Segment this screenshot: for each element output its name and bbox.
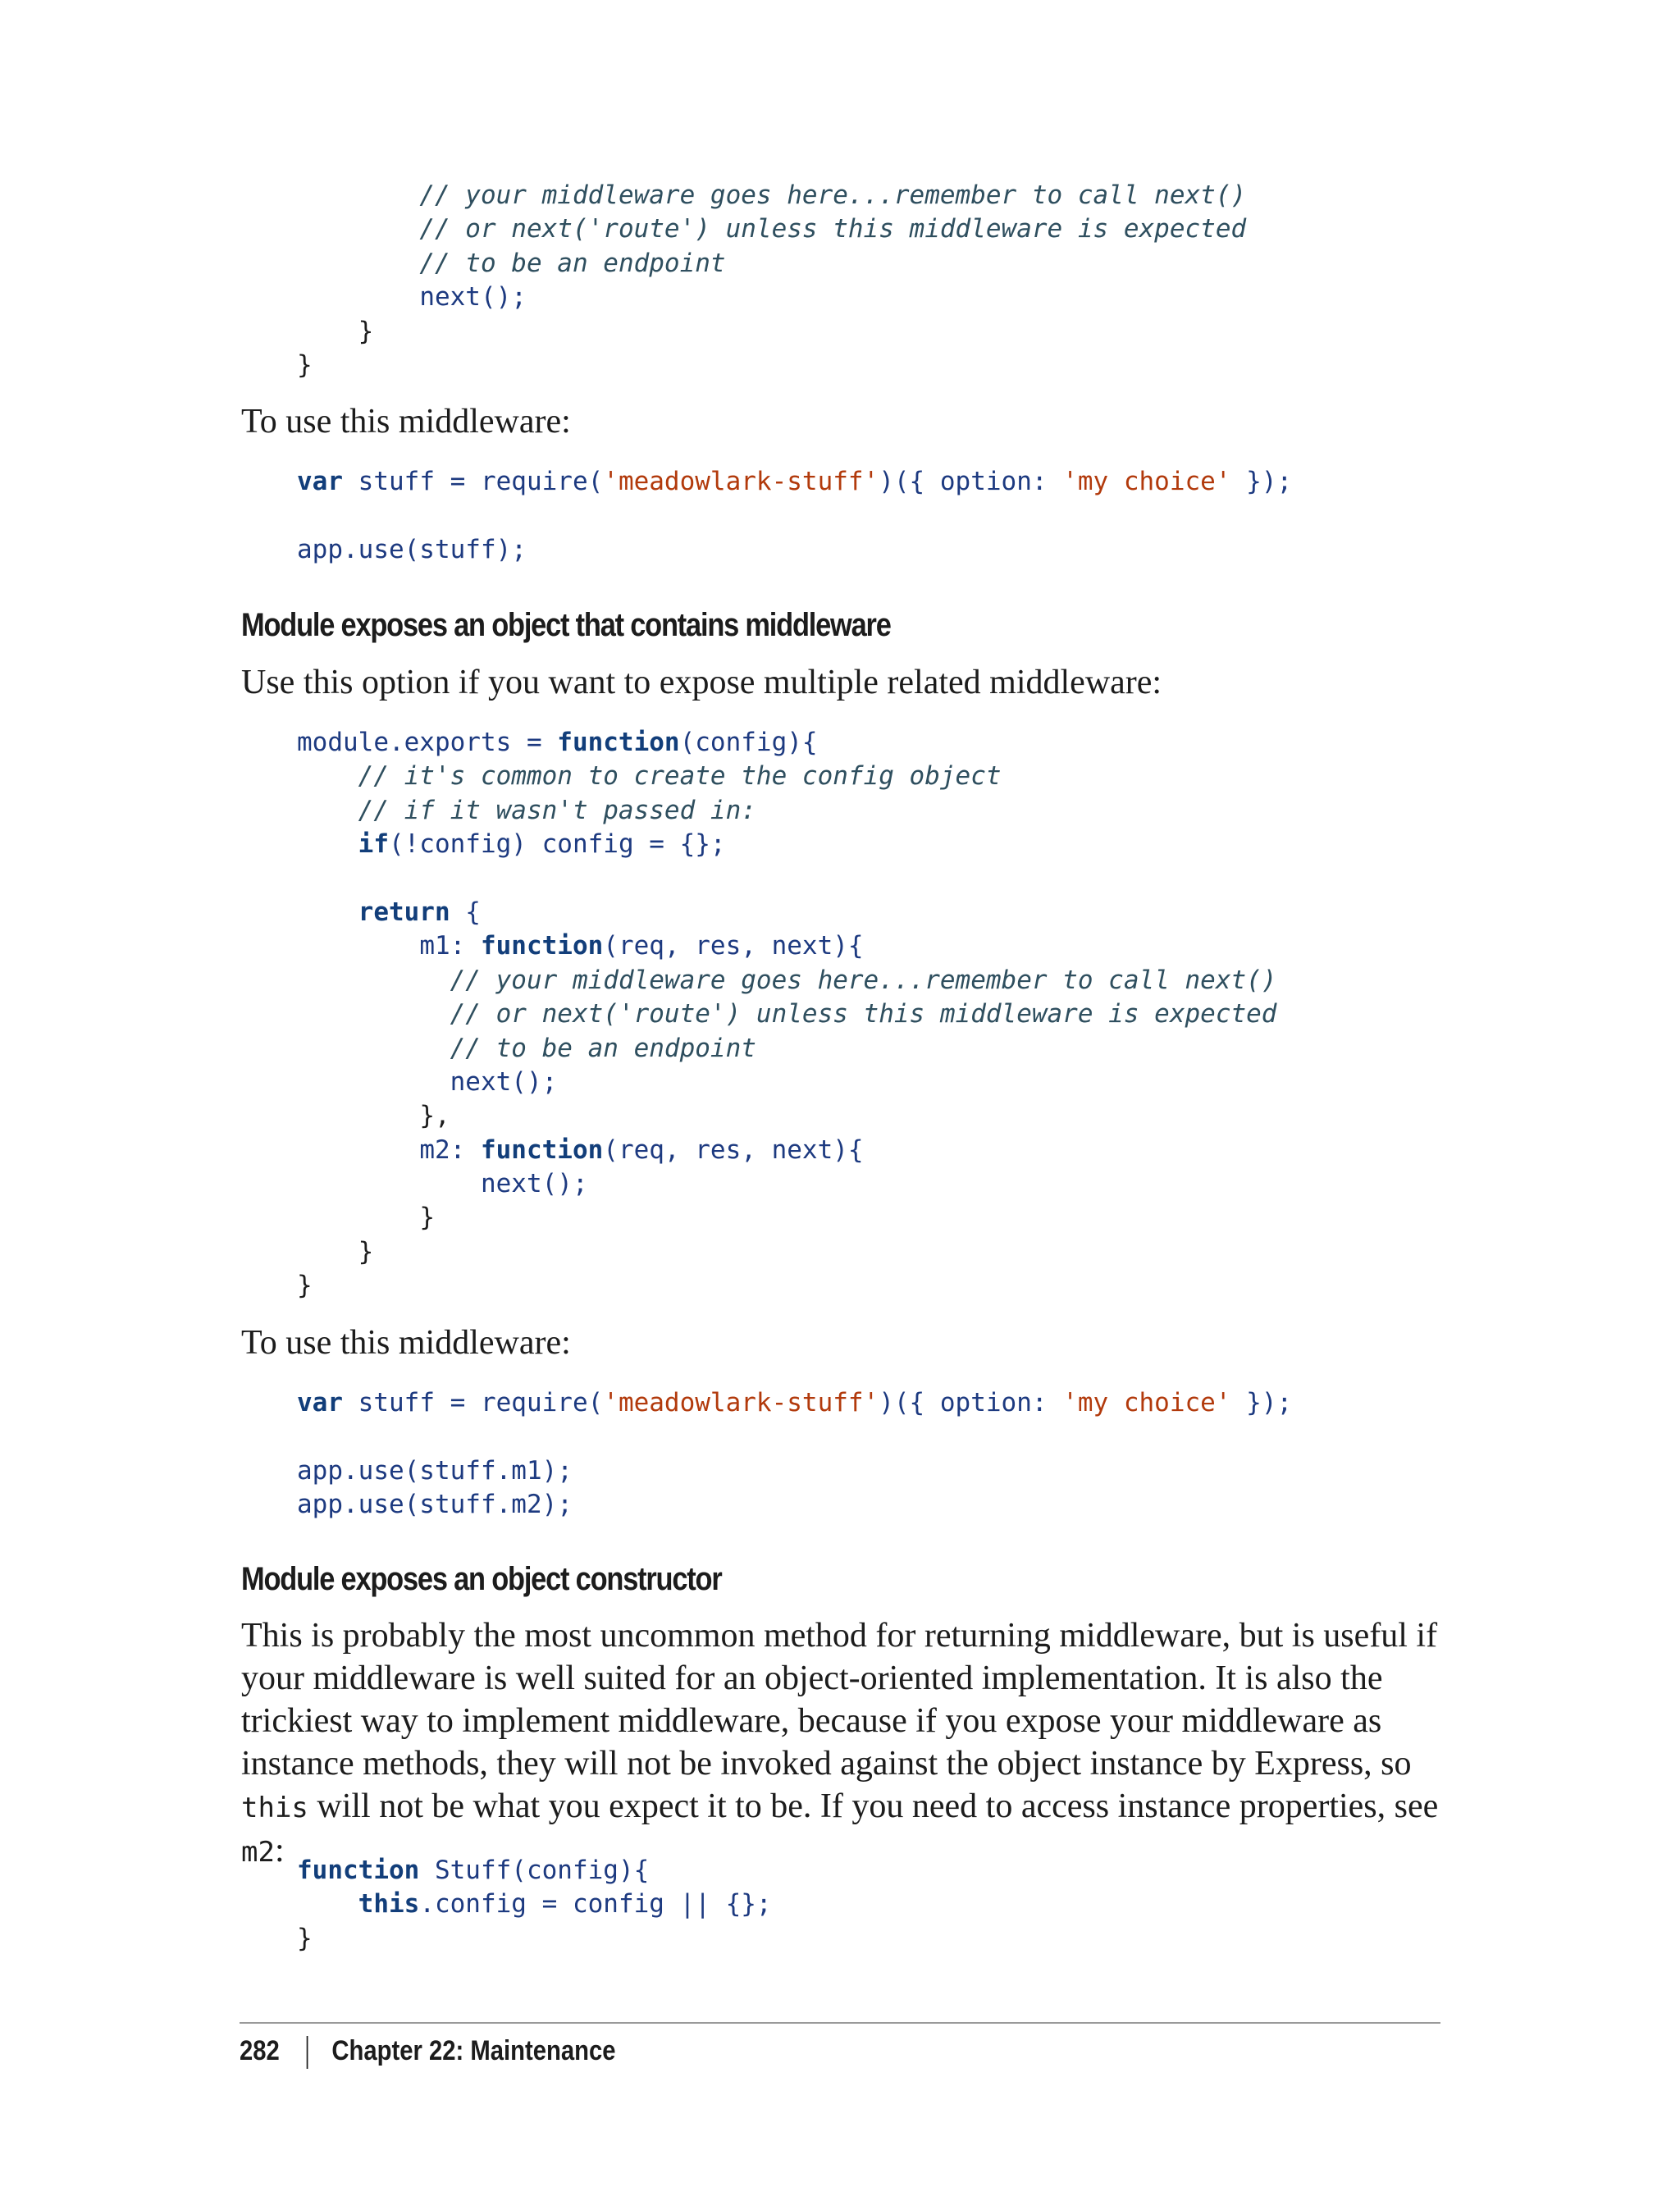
code-string: 'my choice' (1062, 1388, 1231, 1418)
footer-separator (306, 2036, 308, 2069)
code-line: } (358, 1236, 374, 1267)
code-line: } (297, 1271, 313, 1301)
code-text: stuff = require( (343, 1388, 604, 1418)
paragraph-text: : (274, 1832, 285, 1869)
code-text: m2: (419, 1134, 481, 1165)
code-comment: // it's common to create the config object (358, 761, 1002, 792)
code-string: 'meadowlark-stuff' (603, 467, 879, 496)
code-block-usage-2 (297, 1386, 1292, 1522)
code-text: )({ option: (879, 467, 1063, 496)
code-keyword: return (358, 897, 450, 927)
code-text: module.exports = (297, 728, 558, 757)
code-keyword: function (480, 1134, 604, 1165)
code-text: { (450, 897, 481, 927)
code-keyword: function (557, 728, 680, 757)
code-comment: // your middleware goes here...remember to call next() (450, 965, 1277, 995)
code-text: (req, res, next){ (603, 931, 864, 961)
code-keyword: this (358, 1889, 420, 1920)
code-text: (config){ (679, 728, 818, 757)
code-comment: // to be an endpoint (450, 1033, 756, 1063)
code-text: stuff = require( (343, 467, 604, 496)
code-keyword: var (297, 467, 343, 496)
code-line: }, (419, 1101, 450, 1131)
code-line: } (297, 349, 313, 380)
code-text: )({ option: (879, 1388, 1063, 1418)
code-comment: // or next('route') unless this middleware is expected (419, 214, 1247, 244)
footer-rule (240, 2022, 1440, 2024)
section-heading-object-constructor: Module exposes an object constructor (241, 1561, 722, 1597)
code-keyword: function (480, 931, 604, 961)
code-text: Stuff(config){ (419, 1856, 650, 1885)
code-comment: // your middleware goes here...remember to call next() (419, 180, 1247, 210)
paragraph-text: This is probably the most uncommon method for returning middleware, but is useful if your middleware is well suited for an object-oriented implementation. It is also the trickiest way to implement middleware, because if you expose your middleware as instance methods, they will not be invoked against the object instance by Express, so (241, 1617, 1438, 1783)
code-line: } (419, 1203, 435, 1233)
page-number: 282 (240, 2035, 280, 2066)
code-line: app.use(stuff.m2); (297, 1490, 573, 1520)
code-text: }); (1230, 1388, 1293, 1418)
code-string: 'my choice' (1062, 467, 1231, 496)
code-comment: // or next('route') unless this middleware is expected (450, 999, 1277, 1029)
code-comment: // if it wasn't passed in: (358, 795, 756, 825)
code-keyword: if (358, 829, 389, 860)
code-string: 'meadowlark-stuff' (603, 1388, 879, 1418)
paragraph-use-option: Use this option if you want to expose multiple related middleware: (241, 664, 1162, 701)
code-line: next(); (480, 1169, 588, 1199)
code-block-continuation (297, 179, 1246, 382)
section-heading-object-middleware: Module exposes an object that contains middleware (241, 607, 891, 643)
code-line: next(); (450, 1066, 558, 1097)
paragraph-to-use-2: To use this middleware: (241, 1324, 571, 1362)
code-text: (!config) config = {}; (388, 829, 726, 860)
inline-code-m2: m2 (241, 1836, 275, 1869)
code-text: }); (1230, 467, 1293, 496)
code-text: (req, res, next){ (603, 1134, 864, 1165)
code-keyword: function (297, 1856, 420, 1885)
page-footer (240, 2033, 616, 2069)
code-line: app.use(stuff); (297, 534, 527, 564)
paragraph-constructor-explanation (241, 1614, 1439, 1874)
code-text: m1: (419, 931, 481, 961)
code-line: app.use(stuff.m1); (297, 1455, 573, 1486)
paragraph-text: will not be what you expect it to be. If you need to access instance properties, see (308, 1787, 1439, 1825)
code-comment: // to be an endpoint (419, 248, 726, 278)
code-keyword: var (297, 1388, 343, 1418)
code-line: } (297, 1923, 313, 1953)
inline-code-this: this (241, 1792, 308, 1824)
code-block-object-middleware (297, 726, 1276, 1303)
code-block-constructor (297, 1854, 772, 1956)
code-line: next(); (419, 282, 527, 313)
chapter-title: Chapter 22: Maintenance (331, 2035, 616, 2066)
code-line: } (358, 316, 374, 346)
paragraph-to-use-1: To use this middleware: (241, 403, 571, 441)
code-block-usage-1 (297, 465, 1292, 567)
code-text: .config = config || {}; (419, 1889, 772, 1920)
